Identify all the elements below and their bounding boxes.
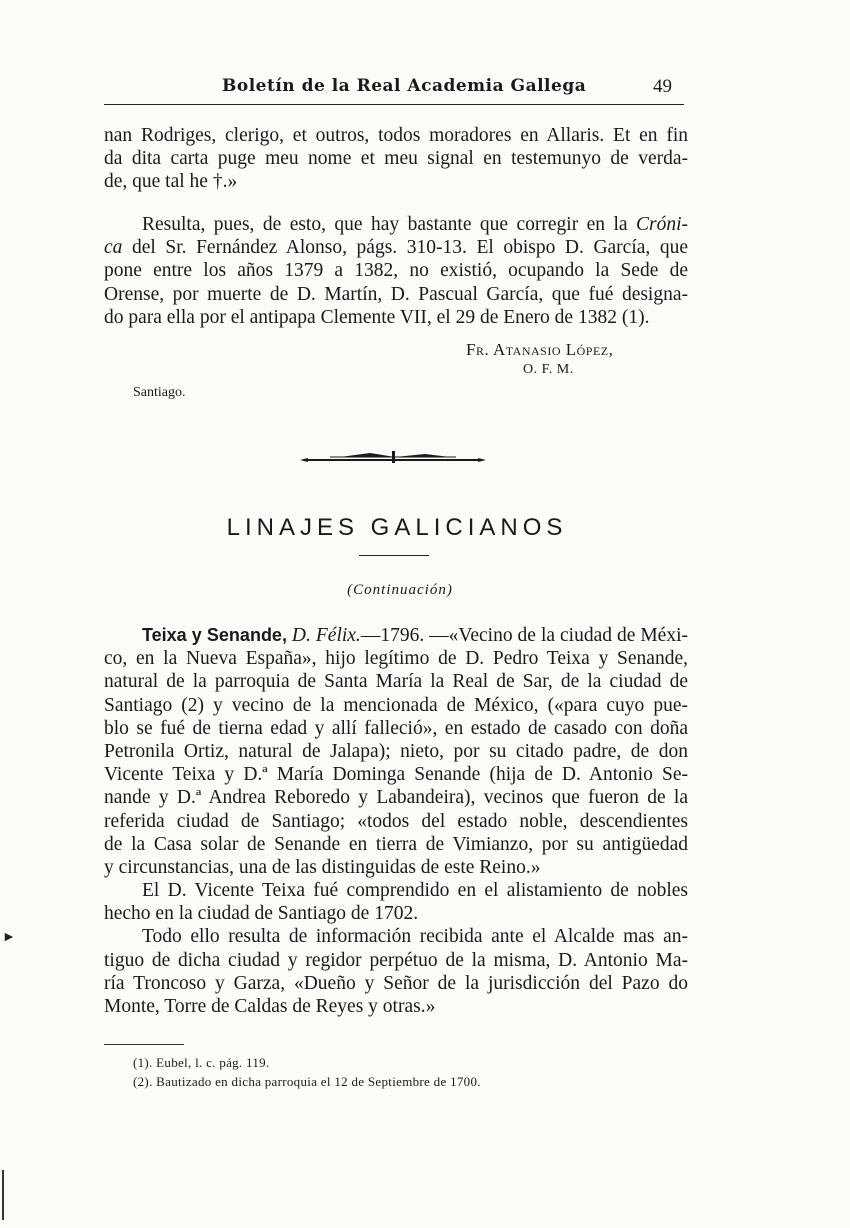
text-line: blo se fué de tierna edad y allí falleció», en estado de casado con doña (104, 717, 688, 739)
title-rule (359, 555, 429, 556)
text-line: nan Rodriges, clerigo, et outros, todos moradores en Allaris. Et en fin (104, 125, 688, 146)
text-line: do para ella por el antipapa Clemente VII, el 29 de Enero de 1382 (1). (104, 306, 650, 328)
text-line: nande y D.ª Andrea Reboredo y Labandeira), vecinos que fueron de la (104, 787, 688, 809)
entry-name: Teixa y Senande, (142, 625, 287, 645)
text-line (104, 624, 688, 647)
text-line: ría Troncoso y Garza, «Dueño y Señor de la jurisdicción del Pazo do (104, 972, 688, 994)
author-signature: Fr. Atanasio López, (466, 340, 614, 359)
article-closing-text (104, 124, 688, 194)
page-number: 49 (653, 76, 672, 97)
footnote-2: (2). Bautizado en dicha parroquia el 12 de Septiembre de 1700. (133, 1074, 481, 1089)
text-line: y circunstancias, una de las distinguidas de este Reino.» (104, 856, 541, 878)
text-line: Vicente Teixa y D.ª María Dominga Senande (hija de D. Antonio Se- (104, 764, 688, 786)
italic-span: Cróni- (635, 214, 688, 235)
entry-paragraph (104, 624, 688, 1018)
footnote-rule (104, 1044, 184, 1045)
binding-edge (2, 1170, 4, 1220)
text-line: Monte, Torre de Caldas de Reyes y otras.» (104, 996, 436, 1017)
text-line: tiguo de dicha ciudad y regidor perpétuo de la misma, D. Antonio Ma- (104, 949, 688, 971)
text-line: da dita carta puge meu nome et meu signal en testemunyo de verda- (104, 148, 688, 170)
running-title: Boletín de la Real Academia Gallega (222, 76, 587, 96)
text-line (104, 213, 688, 236)
italic-span: ca (104, 237, 123, 259)
conclusion-paragraph (104, 213, 688, 329)
running-head (104, 74, 684, 105)
text-line: Orense, por muerte de D. Martín, D. Pascual García, que fué designa- (104, 283, 688, 305)
place-signature: Santiago. (133, 385, 186, 400)
text-line: Santiago (2) y vecino de la mencionada de México, («para cuyo pue- (104, 694, 688, 716)
text-line: de la Casa solar de Senande en tierra de Vimianzo, por su antigüedad (104, 833, 688, 855)
text-line (104, 236, 688, 259)
text-line: referida ciudad de Santiago; «todos del estado noble, descendientes (104, 810, 688, 832)
text-line: Todo ello resulta de información recibida ante el Alcalde mas an- (142, 926, 688, 948)
text-line: co, en la Nueva España», hijo legítimo de D. Pedro Teixa y Senande, (104, 648, 688, 670)
text-line: de, que tal he †.» (104, 171, 238, 193)
footnote-1: (1). Eubel, l. c. pág. 119. (133, 1055, 270, 1070)
section-title: LINAJES GALICIANOS (226, 514, 568, 541)
text-line: pone entre los años 1379 a 1382, no existió, ocupando la Sede de (104, 260, 688, 282)
text-line: El D. Vicente Teixa fué comprendido en el alistamiento de nobles (142, 880, 688, 902)
text-line: hecho en la ciudad de Santiago de 1702. (104, 903, 419, 925)
text-span: —1796. —«Vecino de la ciudad de Méxi- (360, 625, 688, 646)
continuation-label: (Continuación) (347, 582, 453, 598)
margin-mark: ► (2, 930, 16, 945)
text-line: Petronila Ortiz, natural de Jalapa); nieto, por su citado padre, de don (104, 740, 688, 762)
author-order: O. F. M. (523, 362, 574, 377)
entry-given-name: D. Félix. (286, 625, 361, 646)
ornament-divider (300, 446, 486, 468)
text-line: natural de la parroquia de Santa María la Real de Sar, de la ciudad de (104, 671, 688, 693)
text-span: del Sr. Fernández Alonso, págs. 310-13. El obispo D. García, que (122, 237, 688, 259)
text-span: Resulta, pues, de esto, que hay bastante que corregir en la (142, 214, 636, 235)
